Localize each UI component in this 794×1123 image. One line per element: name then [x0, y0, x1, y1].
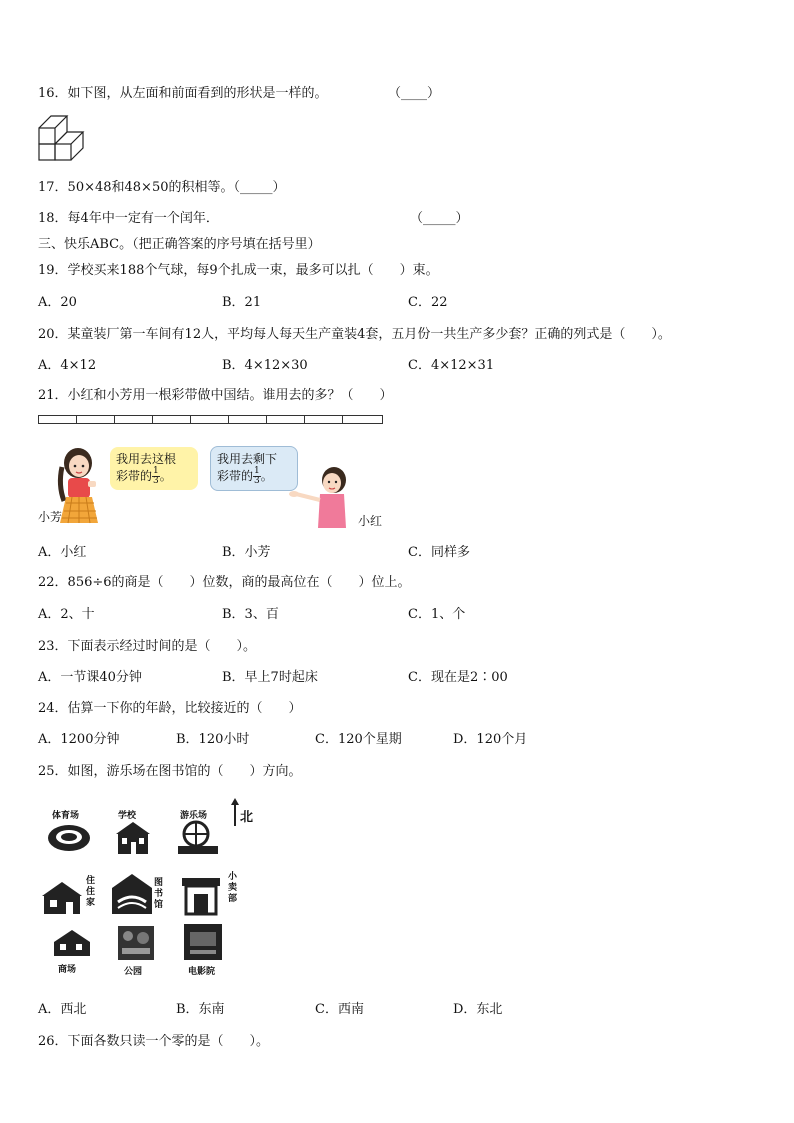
- option-24-c[interactable]: C．120个星期: [315, 732, 402, 747]
- shop-icon: [180, 874, 222, 916]
- option-22-a[interactable]: A．2、十: [38, 607, 95, 622]
- option-22-b[interactable]: B．3、百: [222, 607, 279, 622]
- question-17: 17．50×48和48×50的积相等。（_____）: [38, 180, 286, 195]
- option-23-a[interactable]: A．一节课40分钟: [38, 670, 142, 685]
- cinema-icon: [182, 922, 224, 962]
- map-label-north: 北: [240, 810, 254, 825]
- option-20-c[interactable]: C．4×12×31: [408, 358, 495, 373]
- map-label-tiyuchang: 体育场: [52, 811, 80, 821]
- map-label-gongyuan: 公园: [124, 967, 143, 977]
- speech-bubble-xiaofang: 我用去这根 彩带的 $\frac{1}{3}$ 。: [110, 447, 198, 490]
- option-25-a[interactable]: A．西北: [38, 1002, 87, 1017]
- map-label-zhuzhai: 住 住 家: [86, 876, 96, 908]
- girl-xiaohong-illustration: [288, 464, 356, 530]
- name-xiaohong: 小红: [358, 514, 383, 528]
- question-20: 20．某童装厂第一车间有12人，平均每人每天生产童装4套，五月份一共生产多少套？正确的列式是（ ）。: [38, 327, 671, 342]
- question-26: 26．下面各数只读一个零的是（ ）。: [38, 1034, 270, 1049]
- library-icon: [110, 872, 154, 916]
- option-19-a[interactable]: A．20: [38, 295, 77, 310]
- question-19: 19．学校买来188个气球，每9个扎成一束，最多可以扎（ ）束。: [38, 263, 439, 278]
- option-25-d[interactable]: D．东北: [453, 1002, 503, 1017]
- option-24-d[interactable]: D．120个月: [453, 732, 528, 747]
- question-18: 18．每4年中一定有一个闰年．: [38, 211, 219, 226]
- question-23: 23．下面表示经过时间的是（ ）。: [38, 639, 257, 654]
- option-24-b[interactable]: B．120小时: [176, 732, 250, 747]
- north-arrow-icon: [230, 798, 240, 828]
- speech-bubble-xiaohong: 我用去剩下 彩带的 $\frac{1}{3}$ 。: [210, 446, 298, 491]
- option-25-c[interactable]: C．西南: [315, 1002, 364, 1017]
- option-19-c[interactable]: C．22: [408, 295, 448, 310]
- map-label-shangchang: 商场: [58, 965, 77, 975]
- option-20-b[interactable]: B．4×12×30: [222, 358, 308, 373]
- question-21: 21．小红和小芳用一根彩带做中国结。谁用去的多？（ ）: [38, 388, 393, 403]
- option-23-c[interactable]: C．现在是2∶00: [408, 670, 508, 685]
- name-xiaofang: 小芳: [38, 510, 63, 524]
- answer-blank-18[interactable]: （_____）: [410, 211, 469, 226]
- question-25: 25．如图，游乐场在图书馆的（ ）方向。: [38, 764, 302, 779]
- option-21-c[interactable]: C．同样多: [408, 545, 470, 560]
- question-16: 16．如下图，从左面和前面看到的形状是一样的。: [38, 86, 328, 101]
- question-24: 24．估算一下你的年龄，比较接近的（ ）: [38, 701, 302, 716]
- option-24-a[interactable]: A．1200分钟: [38, 732, 120, 747]
- option-23-b[interactable]: B．早上7时起床: [222, 670, 318, 685]
- school-icon: [112, 818, 154, 856]
- map-label-youlechang: 游乐场: [180, 811, 208, 821]
- option-22-c[interactable]: C．1、个: [408, 607, 466, 622]
- answer-blank-16[interactable]: （____）: [388, 86, 441, 101]
- section-heading: 三、快乐ABC。（把正确答案的序号填在括号里）: [38, 237, 321, 252]
- map-label-xiaomaibu: 小 卖 部: [228, 872, 238, 904]
- park-icon: [116, 924, 156, 962]
- cube-stack-figure: [38, 112, 88, 162]
- option-21-b[interactable]: B．小芳: [222, 545, 271, 560]
- option-20-a[interactable]: A．4×12: [38, 358, 97, 373]
- stadium-icon: [46, 820, 92, 854]
- mall-icon: [50, 928, 94, 960]
- map-label-tushuguan: 图 书 馆: [154, 878, 164, 910]
- amusement-park-icon: [176, 818, 220, 856]
- option-21-a[interactable]: A．小红: [38, 545, 87, 560]
- question-22: 22．856÷6的商是（ ）位数，商的最高位在（ ）位上。: [38, 575, 411, 590]
- map-label-dianyingyuan: 电影院: [188, 967, 216, 977]
- option-19-b[interactable]: B．21: [222, 295, 262, 310]
- residence-icon: [40, 878, 84, 916]
- map-label-xuexiao: 学校: [118, 811, 137, 821]
- option-25-b[interactable]: B．东南: [176, 1002, 225, 1017]
